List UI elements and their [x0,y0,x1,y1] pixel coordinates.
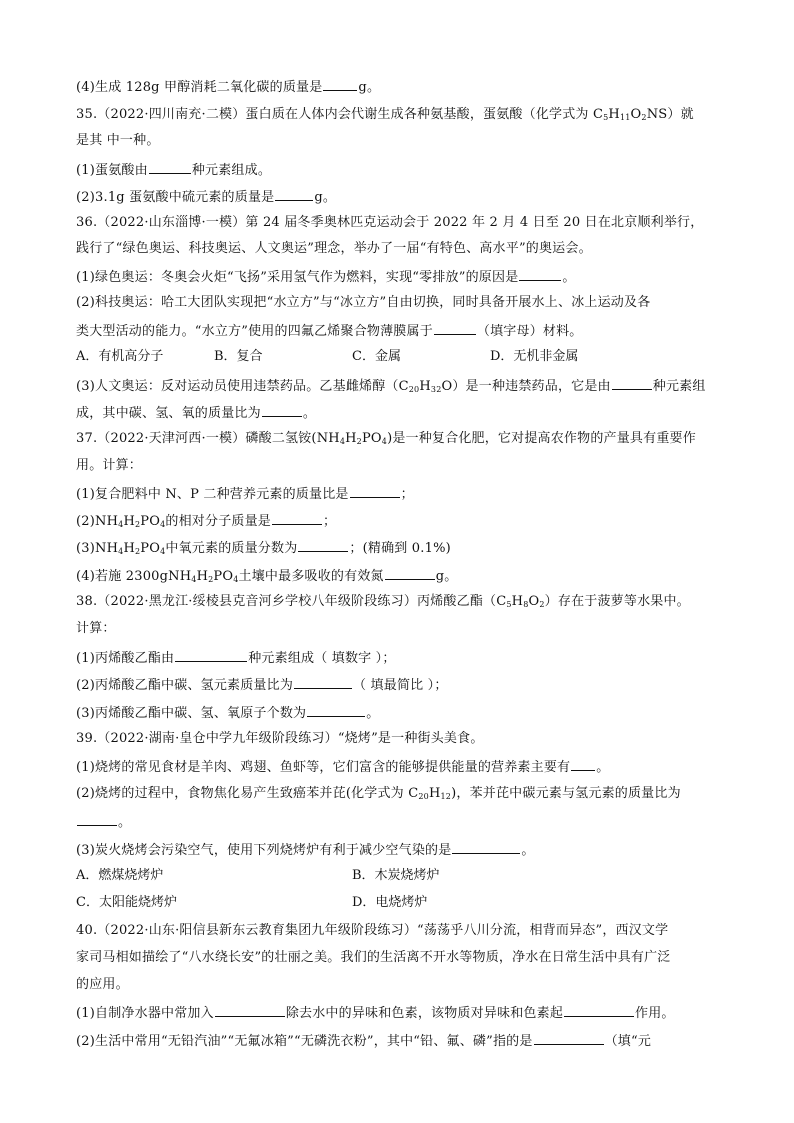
option-a[interactable]: A．有机高分子 [76,349,164,364]
q36-part3-cont: 成，其中碳、氢、氧的质量比为 。 [76,403,316,423]
answer-blank[interactable] [323,77,357,91]
q37-heading-cont: 用。计算： [76,458,143,473]
q40-heading: 40.（2022·山东·阳信县新东云教育集团九年级阶段练习）“荡荡乎八川分流，相背而异态”，西汉文学 [76,923,669,938]
answer-blank[interactable] [571,757,595,771]
q35-part2: (2)3.1g 蛋氨酸中硫元素的质量是 g。 [76,187,336,207]
option-b[interactable]: B．复合 [214,349,263,364]
answer-blank[interactable] [307,703,365,717]
q39-part1: (1)烧烤的常见食材是羊肉、鸡翅、鱼虾等，它们富含的能够提供能量的营养素主要有 。 [76,757,609,777]
q38-heading-cont: 计算： [76,621,116,636]
answer-blank[interactable] [298,538,348,552]
answer-blank[interactable] [519,267,561,281]
q36-heading: 36.（2022·山东淄博·一模）第 24 届冬季奥林匹克运动会于 2022 年 2 月 4 日至 20 日在北京顺利举行， [76,215,704,230]
answer-blank[interactable] [175,648,247,662]
answer-blank[interactable] [534,1031,604,1045]
q36-part3: (3)人文奥运：反对运动员使用违禁药品。乙基雌烯醇$(C_{20}H_{32}O)$是一种违禁药品，它是由 种元素组 [76,376,706,396]
answer-blank[interactable] [350,484,400,498]
answer-blank[interactable] [564,1003,634,1017]
answer-blank[interactable] [149,160,191,174]
q39-heading: 39.（2022·湖南·皇仓中学九年级阶段练习）“烧烤”是一种街头美食。 [76,731,484,746]
q36-heading-cont: 践行了“绿色奥运、科技奥运、人文奥运”理念，举办了一届“有特色、高水平”的奥运会。 [76,241,592,256]
answer-blank[interactable] [262,403,302,417]
q40-part1: (1)自制净水器中常加入 除去水中的异味和色素，该物质对异味和色素起 作用。 [76,1003,675,1023]
q37-part4: (4)若施 $2300gNH_4H_2PO_4$土壤中最多吸收的有效氮 g。 [76,566,457,586]
option-b[interactable]: B．木炭烧烤炉 [352,868,440,883]
q36-part2: (2)科技奥运：哈工大团队实现把“水立方”与“冰立方”自由切换，同时具备开展水上、冰上运动及各 [76,295,651,310]
q38-part3: (3)丙烯酸乙酯中碳、氢、氧原子个数为 。 [76,703,379,723]
option-c[interactable]: C．太阳能烧烤炉 [76,895,177,910]
q35-heading-cont: 是其 中一种。 [76,133,160,148]
answer-blank[interactable] [272,511,322,525]
option-a[interactable]: A．燃煤烧烤炉 [76,868,164,883]
q37-part2: $(2)NH_4H_2PO_4$的相对分子质量是 ； [76,511,336,531]
answer-blank[interactable] [294,675,352,689]
q37-part3: $(3)NH_4H_2PO_4$中氧元素的质量分数为 ；(精确到 0.1%) [76,538,451,558]
q37-heading: 37.（2022·天津河西·一模）磷酸二氢铵$(NH_4H_2PO_4)$是一种复合化肥，它对提高农作物的产量具有重要作 [76,431,696,446]
answer-blank[interactable] [452,840,520,854]
q40-part2: (2)生活中常用“无铅汽油”“无氟冰箱”“无磷洗衣粉”，其中“铅、氟、磷”指的是 （填“元 [76,1031,651,1051]
q35-part1: (1)蛋氨酸由 种元素组成。 [76,160,271,180]
q38-part1: (1)丙烯酸乙酯由 种元素组成（ 填数字 ）； [76,648,396,668]
q36-part2-cont: 类大型活动的能力。“水立方”使用的四氟乙烯聚合物薄膜属于 （填字母）材料。 [76,321,583,341]
answer-blank[interactable] [612,376,652,390]
q35-heading: 35.（2022·四川南充·二模）蛋白质在人体内会代谢生成各种氨基酸，蛋氨酸（化学式为 $C_5H_{11}O_2NS$）就 [76,107,694,122]
q37-part1: (1)复合肥料中 N、P 二种营养元素的质量比是 ； [76,484,414,504]
answer-blank[interactable] [215,1003,285,1017]
answer-blank[interactable] [77,812,117,826]
q36-part1: (1)绿色奥运：冬奥会火炬“飞扬”采用氢气作为燃料，实现“零排放”的原因是 。 [76,267,576,287]
option-c[interactable]: C．金属 [352,349,401,364]
q38-heading: 38.（2022·黑龙江·绥棱县克音河乡学校八年级阶段练习）丙烯酸乙酯$(C_5H_8O_2)$存在于菠萝等水果中。 [76,594,690,609]
option-d[interactable]: D．无机非金属 [490,349,579,364]
q39-part2: (2)烧烤的过程中，食物焦化易产生致癌苯并芘(化学式为 $C_{20}H_{12}$)，苯并芘中碳元素与氢元素的质量比为 [76,786,681,801]
q40-heading-cont2: 的应用。 [76,977,129,992]
option-d[interactable]: D．电烧烤炉 [352,895,428,910]
q38-part2: (2)丙烯酸乙酯中碳、氢元素质量比为 （ 填最简比 ）； [76,675,448,695]
q39-part3: (3)炭火烧烤会污染空气，使用下列烧烤炉有利于减少空气染的是 。 [76,840,535,860]
q39-part2-cont: 。 [76,812,131,832]
q34-part4: (4)生成 128g 甲醇消耗二氧化碳的质量是 g。 [76,77,380,97]
answer-blank[interactable] [385,566,435,580]
q40-heading-cont1: 家司马相如描绘了“八水绕长安”的壮丽之美。我们的生活离不开水等物质，净水在日常生活中具有广泛 [76,950,671,965]
answer-blank[interactable] [275,187,313,201]
answer-blank[interactable] [434,321,476,335]
